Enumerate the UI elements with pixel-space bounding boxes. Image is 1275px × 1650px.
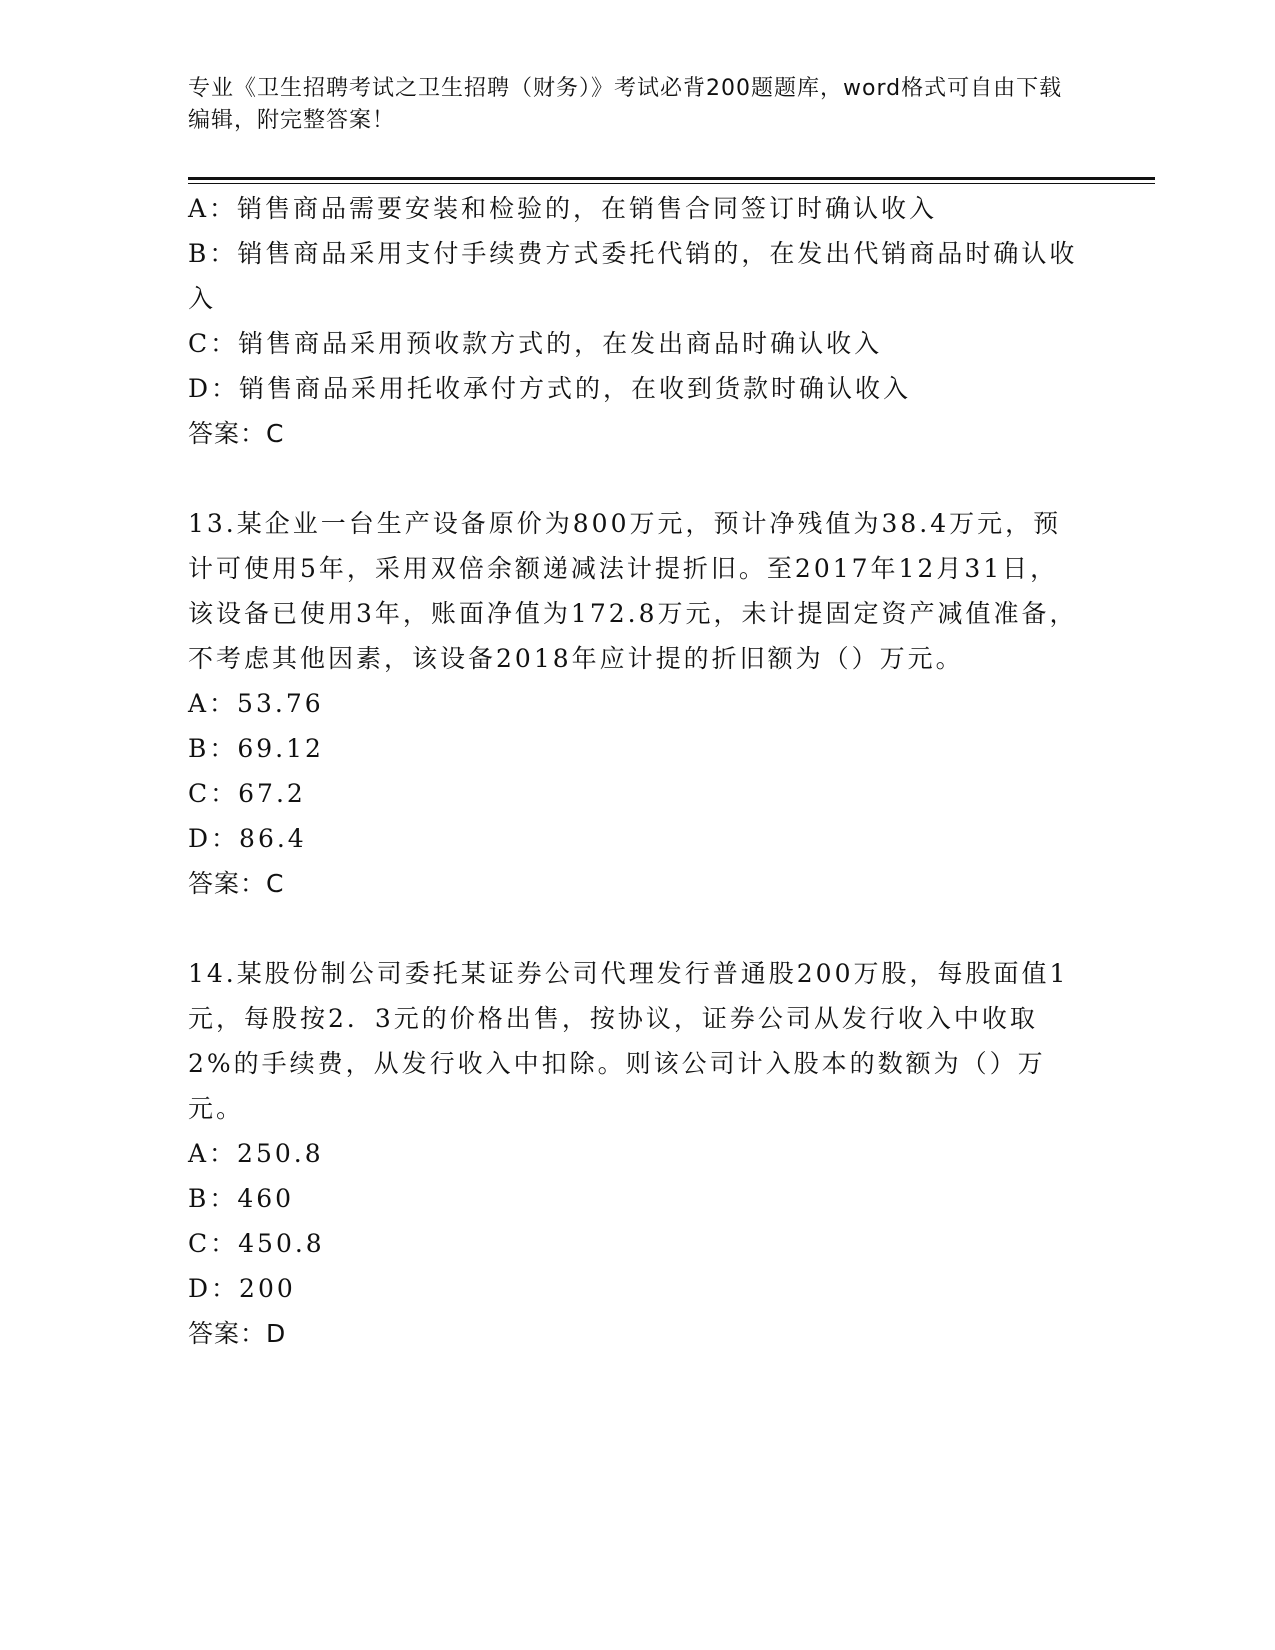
- question-12-block: [188, 186, 1078, 456]
- header-rule-thin: [188, 183, 1155, 184]
- question-stem: 13.某企业一台生产设备原价为800万元，预计净残值为38.4万元，预计可使用5年，采用双倍余额递减法计提折旧。至2017年12月31日，该设备已使用3年，账面净值为172.8万元，未计提固定资产减值准备，不考虑其他因素，该设备2018年应计提的折旧额为（）万元。: [188, 509, 1078, 673]
- answer-line: 答案：C: [188, 419, 285, 448]
- option-b: B：69.12: [188, 734, 324, 763]
- option-b: B：460: [188, 1184, 295, 1213]
- spacer: [188, 456, 1078, 501]
- question-14-block: [188, 951, 1078, 1356]
- question-stem: 14.某股份制公司委托某证券公司代理发行普通股200万股，每股面值1元，每股按2．3元的价格出售，按协议，证券公司从发行收入中收取2%的手续费，从发行收入中扣除。则该公司计入股本的数额为（）万元。: [188, 959, 1069, 1123]
- option-d: D：200: [188, 1274, 296, 1303]
- document-body: [188, 186, 1078, 1356]
- option-c: C：450.8: [188, 1229, 325, 1258]
- option-d: D：销售商品采用托收承付方式的，在收到货款时确认收入: [188, 374, 912, 403]
- answer-line: 答案：D: [188, 1319, 287, 1348]
- header-rule-thick: [188, 177, 1155, 180]
- option-d: D：86.4: [188, 824, 307, 853]
- option-a: A：53.76: [188, 689, 324, 718]
- option-b: B：销售商品采用支付手续费方式委托代销的，在发出代销商品时确认收入: [188, 239, 1078, 313]
- option-a: A：250.8: [188, 1139, 324, 1168]
- spacer: [188, 906, 1078, 951]
- option-c: C：67.2: [188, 779, 306, 808]
- document-header: 专业《卫生招聘考试之卫生招聘（财务）》考试必背200题题库，word格式可自由下载编辑，附完整答案！: [188, 76, 1063, 133]
- option-c: C：销售商品采用预收款方式的，在发出商品时确认收入: [188, 329, 883, 358]
- question-13-block: [188, 501, 1078, 906]
- option-a: A：销售商品需要安装和检验的，在销售合同签订时确认收入: [188, 194, 938, 223]
- answer-line: 答案：C: [188, 869, 285, 898]
